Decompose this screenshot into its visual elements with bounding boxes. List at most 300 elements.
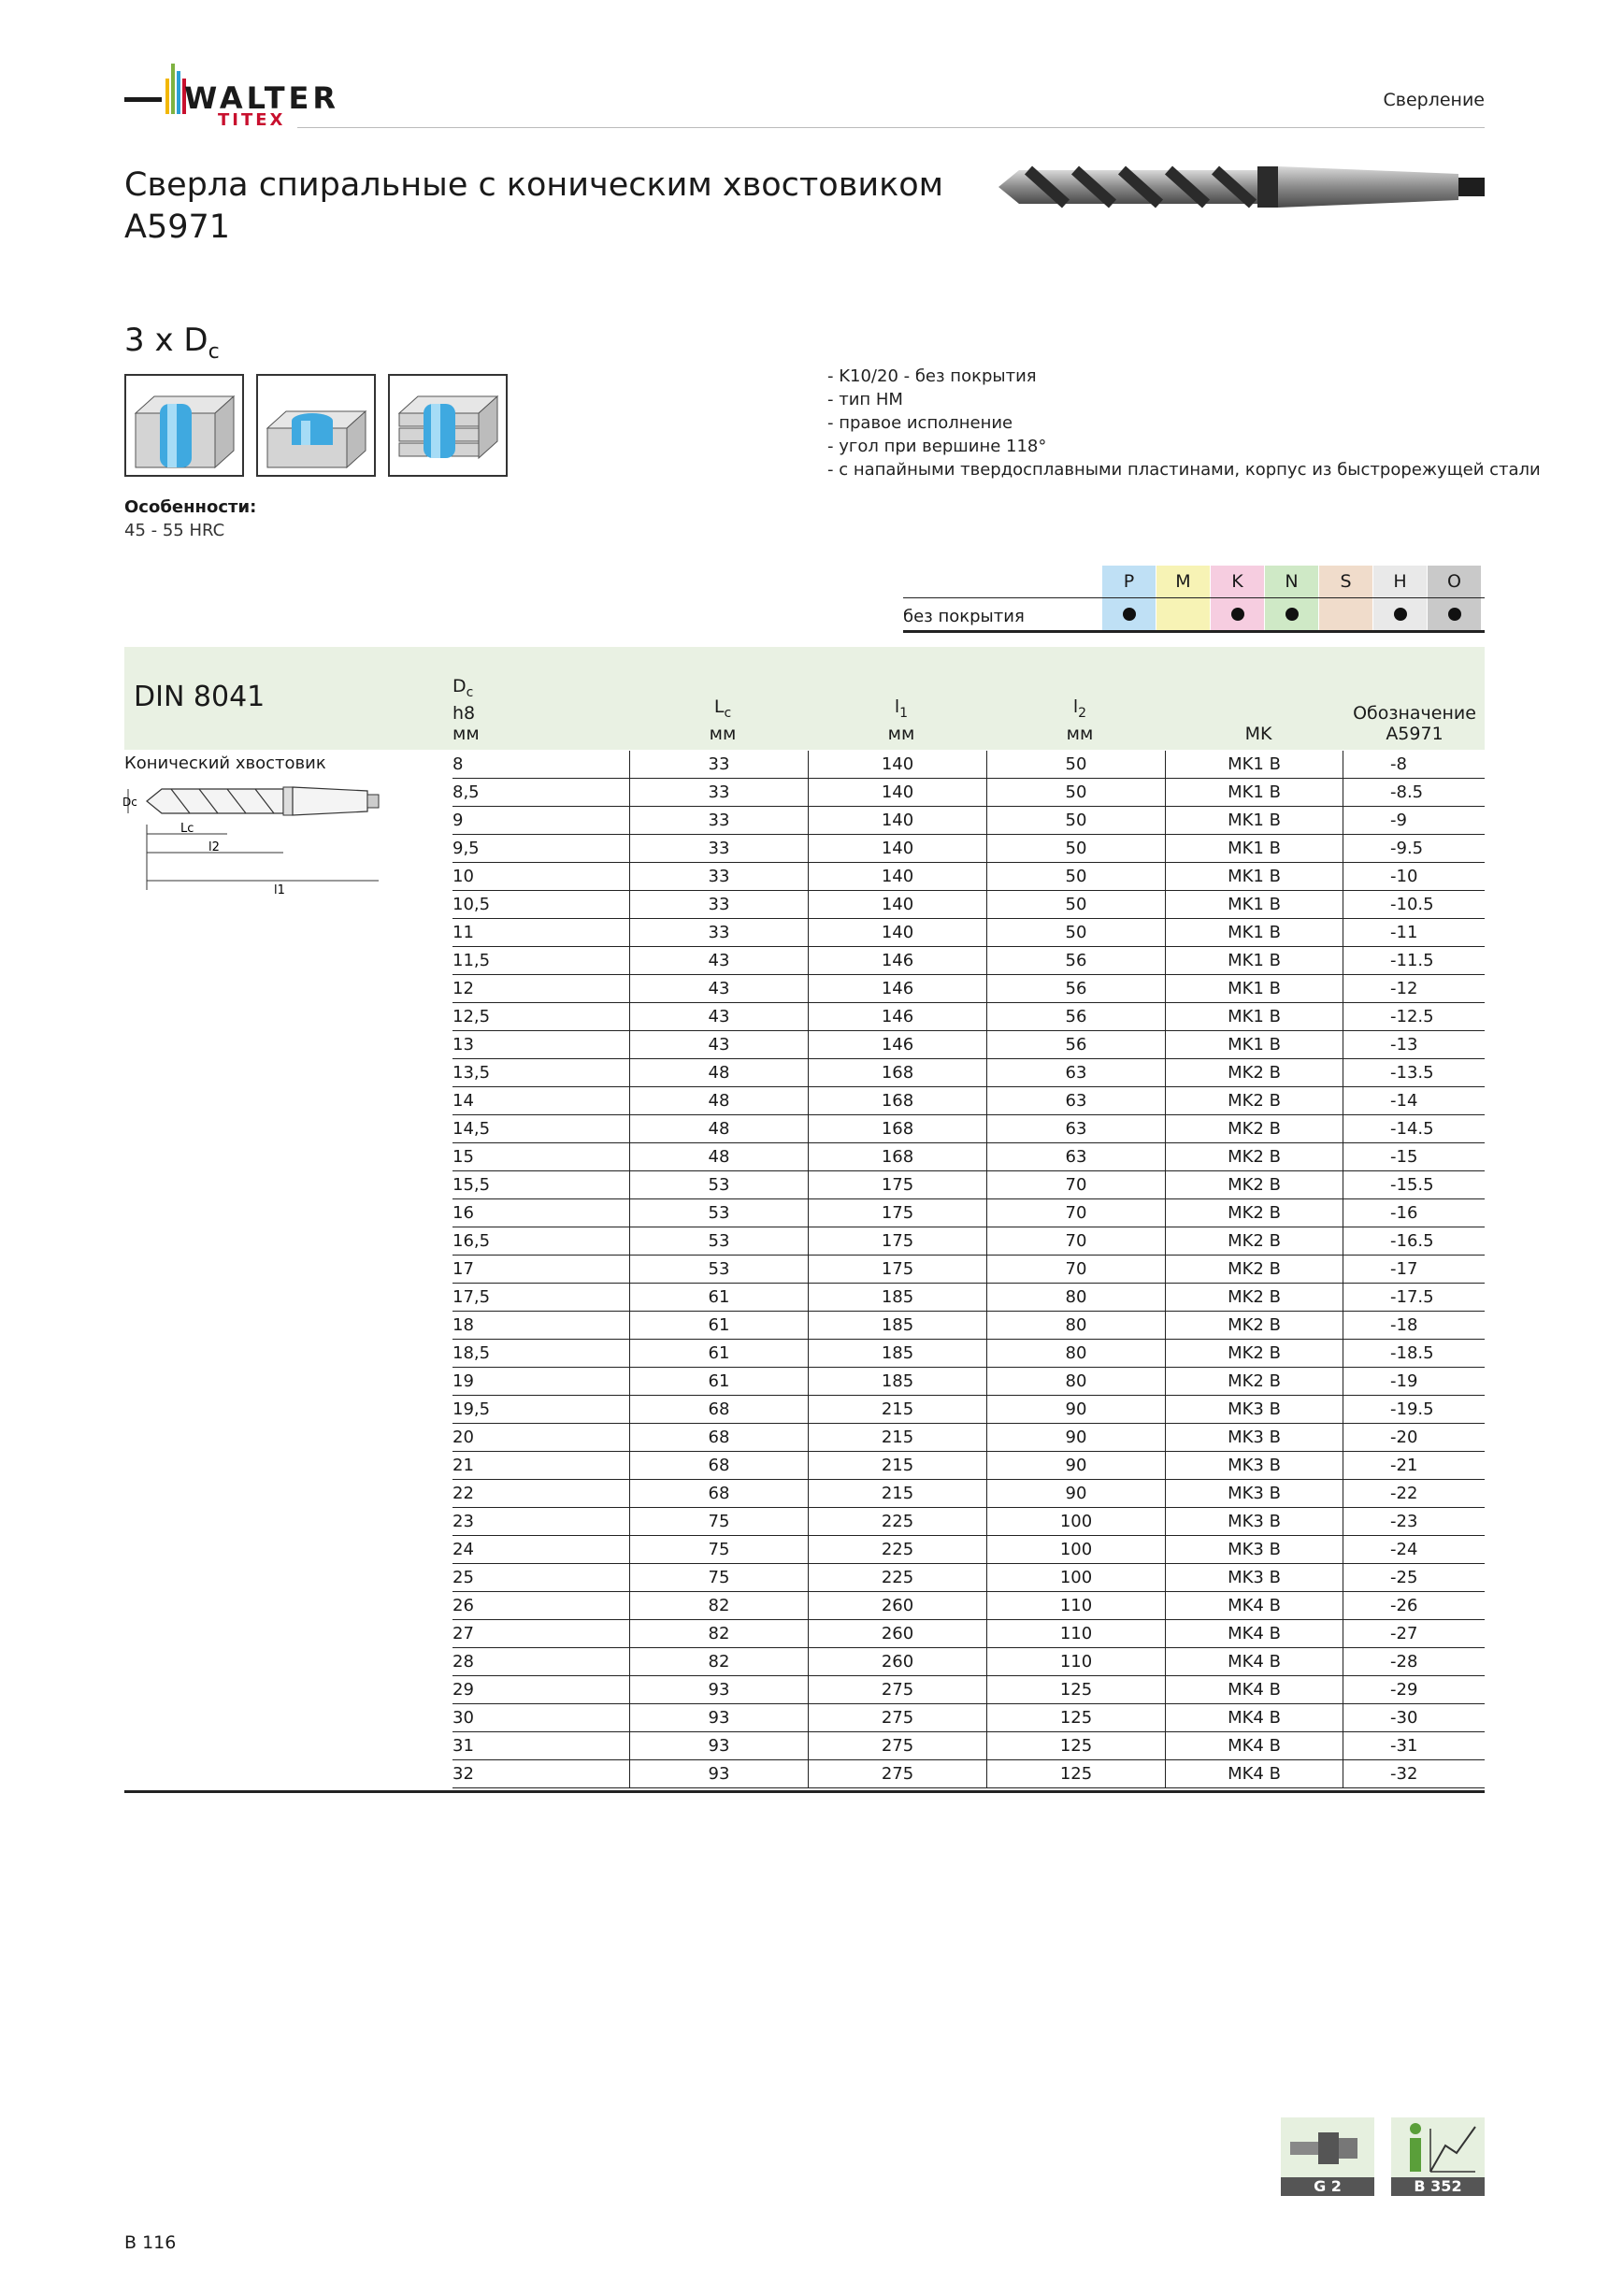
- cell-mk: MK2 B: [1166, 1368, 1343, 1395]
- cell-designation: -32: [1390, 1764, 1418, 1784]
- cell-l1: 215: [809, 1396, 987, 1423]
- cell-lc: 53: [630, 1227, 809, 1255]
- cell-mk: MK1 B: [1166, 863, 1343, 890]
- cell-dc: 14,5: [452, 1115, 630, 1142]
- cell-l2: 63: [987, 1059, 1166, 1086]
- suitability-dot-icon: [1123, 608, 1136, 621]
- cell-designation: -8: [1390, 754, 1407, 774]
- table-row: [452, 1480, 1485, 1508]
- drill-dimension-sketch-icon: [124, 778, 405, 899]
- cell-l1: 185: [809, 1340, 987, 1367]
- cell-mk: MK3 B: [1166, 1452, 1343, 1479]
- cell-mk: MK4 B: [1166, 1732, 1343, 1759]
- cell-dc: 18,5: [452, 1340, 630, 1367]
- cell-mk: MK2 B: [1166, 1284, 1343, 1311]
- cell-lc: 93: [630, 1732, 809, 1759]
- table-row: [452, 1760, 1485, 1788]
- cell-l2: 50: [987, 807, 1166, 834]
- cell-mk: MK1 B: [1166, 891, 1343, 918]
- table-row: [452, 1340, 1485, 1368]
- cell-designation: -13.5: [1390, 1063, 1434, 1083]
- material-suitability-h: [1372, 598, 1427, 630]
- cell-l2: 63: [987, 1143, 1166, 1170]
- cell-designation: -28: [1390, 1652, 1418, 1672]
- cell-l1: 175: [809, 1171, 987, 1198]
- cell-l2: 100: [987, 1564, 1166, 1591]
- cell-l2: 125: [987, 1760, 1166, 1787]
- feature-item: - угол при вершине 118°: [827, 437, 1047, 456]
- cell-l2: 70: [987, 1256, 1166, 1283]
- material-suitability-s: [1318, 598, 1372, 630]
- cell-l2: 50: [987, 779, 1166, 806]
- cell-lc: 61: [630, 1284, 809, 1311]
- material-suitability-p: [1101, 598, 1156, 630]
- table-row: [452, 1227, 1485, 1256]
- cell-dc: 8: [452, 751, 630, 778]
- table-row: [452, 1003, 1485, 1031]
- cell-dc: 21: [452, 1452, 630, 1479]
- cell-l2: 80: [987, 1312, 1166, 1339]
- cell-mk: MK1 B: [1166, 751, 1343, 778]
- properties-label: Особенности:: [124, 497, 257, 517]
- cell-lc: 53: [630, 1256, 809, 1283]
- table-row: [452, 1564, 1485, 1592]
- cell-lc: 43: [630, 947, 809, 974]
- shank-label: Конический хвостовик: [124, 753, 326, 773]
- drill-photo-icon: [991, 150, 1487, 224]
- cell-lc: 61: [630, 1340, 809, 1367]
- cell-designation: -18.5: [1390, 1343, 1434, 1363]
- cell-mk: MK2 B: [1166, 1171, 1343, 1198]
- cell-l1: 185: [809, 1368, 987, 1395]
- cell-dc: 11,5: [452, 947, 630, 974]
- cell-l1: 215: [809, 1424, 987, 1451]
- cell-designation: -16.5: [1390, 1231, 1434, 1251]
- cell-designation: -27: [1390, 1624, 1418, 1643]
- material-coating-row: [903, 597, 1485, 633]
- cell-l1: 168: [809, 1115, 987, 1142]
- cell-l2: 56: [987, 1003, 1166, 1030]
- material-group-o: O: [1427, 566, 1481, 597]
- cell-mk: MK4 B: [1166, 1648, 1343, 1675]
- cell-dc: 9: [452, 807, 630, 834]
- cell-mk: MK2 B: [1166, 1340, 1343, 1367]
- cell-l2: 110: [987, 1592, 1166, 1619]
- cell-lc: 33: [630, 751, 809, 778]
- suitability-dot-icon: [1231, 608, 1244, 621]
- feature-item: - правое исполнение: [827, 413, 1013, 433]
- cell-dc: 15,5: [452, 1171, 630, 1198]
- cell-l2: 90: [987, 1396, 1166, 1423]
- cell-designation: -23: [1390, 1512, 1418, 1531]
- cell-lc: 75: [630, 1536, 809, 1563]
- cell-designation: -24: [1390, 1540, 1418, 1559]
- cell-designation: -29: [1390, 1680, 1418, 1700]
- table-row: [452, 1648, 1485, 1676]
- badge-b352[interactable]: B 352: [1391, 2117, 1485, 2196]
- cell-lc: 61: [630, 1312, 809, 1339]
- cell-dc: 27: [452, 1620, 630, 1647]
- cell-l2: 100: [987, 1508, 1166, 1535]
- cell-dc: 14: [452, 1087, 630, 1114]
- cell-lc: 43: [630, 1031, 809, 1058]
- table-row: [452, 1592, 1485, 1620]
- table-row: [452, 779, 1485, 807]
- cell-lc: 33: [630, 779, 809, 806]
- cell-lc: 48: [630, 1087, 809, 1114]
- table-row: [452, 835, 1485, 863]
- badge-g2[interactable]: G 2: [1281, 2117, 1374, 2196]
- cell-mk: MK2 B: [1166, 1115, 1343, 1142]
- cell-l1: 146: [809, 1031, 987, 1058]
- cell-l2: 125: [987, 1676, 1166, 1703]
- material-suitability-m: [1156, 598, 1210, 630]
- cell-mk: MK4 B: [1166, 1592, 1343, 1619]
- cell-dc: 18: [452, 1312, 630, 1339]
- cell-lc: 33: [630, 863, 809, 890]
- cell-mk: MK2 B: [1166, 1199, 1343, 1227]
- properties-value: 45 - 55 HRC: [124, 521, 225, 540]
- cell-mk: MK2 B: [1166, 1143, 1343, 1170]
- cell-dc: 29: [452, 1676, 630, 1703]
- title-line-1: Сверла спиральные с коническим хвостовиком: [124, 166, 944, 204]
- cell-designation: -15.5: [1390, 1175, 1434, 1195]
- cell-mk: MK2 B: [1166, 1227, 1343, 1255]
- cell-l2: 100: [987, 1536, 1166, 1563]
- cell-designation: -16: [1390, 1203, 1418, 1223]
- cell-l2: 80: [987, 1340, 1166, 1367]
- table-row: [452, 1312, 1485, 1340]
- material-suitability-n: [1264, 598, 1318, 630]
- diameter-ratio-heading: 3 x $D_c$: [124, 322, 220, 364]
- cell-lc: 82: [630, 1592, 809, 1619]
- cell-lc: 48: [630, 1115, 809, 1142]
- cell-l2: 63: [987, 1115, 1166, 1142]
- svg-text:l2: l2: [208, 840, 220, 854]
- coating-label: без покрытия: [903, 607, 1025, 626]
- header-l2: $l_2$ мм: [1066, 696, 1094, 744]
- cell-lc: 43: [630, 975, 809, 1002]
- cell-dc: 11: [452, 919, 630, 946]
- cell-l1: 140: [809, 779, 987, 806]
- cell-lc: 68: [630, 1424, 809, 1451]
- cell-dc: 19,5: [452, 1396, 630, 1423]
- cell-designation: -12.5: [1390, 1007, 1434, 1026]
- cell-designation: -11: [1390, 923, 1418, 942]
- table-row: [452, 807, 1485, 835]
- cell-designation: -26: [1390, 1596, 1418, 1615]
- table-row: [452, 1676, 1485, 1704]
- cell-mk: MK3 B: [1166, 1564, 1343, 1591]
- svg-text:l1: l1: [274, 883, 285, 897]
- cell-lc: 82: [630, 1648, 809, 1675]
- cell-dc: 24: [452, 1536, 630, 1563]
- page-title: [124, 165, 966, 249]
- cell-mk: MK3 B: [1166, 1396, 1343, 1423]
- logo-mark-icon: [124, 58, 190, 123]
- cell-dc: 9,5: [452, 835, 630, 862]
- cell-designation: -20: [1390, 1428, 1418, 1447]
- suitability-dot-icon: [1448, 608, 1461, 621]
- cell-l2: 110: [987, 1648, 1166, 1675]
- cell-l1: 140: [809, 807, 987, 834]
- table-row: [452, 1115, 1485, 1143]
- cell-mk: MK1 B: [1166, 1031, 1343, 1058]
- cell-l1: 175: [809, 1227, 987, 1255]
- cell-designation: -19: [1390, 1371, 1418, 1391]
- info-chart-icon: [1391, 2117, 1485, 2177]
- cell-mk: MK2 B: [1166, 1256, 1343, 1283]
- suitability-dot-icon: [1394, 608, 1407, 621]
- cell-l1: 275: [809, 1732, 987, 1759]
- cell-l1: 140: [809, 919, 987, 946]
- header-dc: $D_c$ h8 мм: [452, 676, 480, 744]
- cell-dc: 31: [452, 1732, 630, 1759]
- cell-dc: 10,5: [452, 891, 630, 918]
- cell-l2: 125: [987, 1704, 1166, 1731]
- drill-table: [452, 751, 1485, 1788]
- cell-designation: -18: [1390, 1315, 1418, 1335]
- cell-dc: 30: [452, 1704, 630, 1731]
- cell-l2: 90: [987, 1452, 1166, 1479]
- cell-l1: 140: [809, 863, 987, 890]
- cell-l1: 225: [809, 1508, 987, 1535]
- table-row: [452, 1059, 1485, 1087]
- application-through-hole-icon: [124, 374, 244, 477]
- application-blind-hole-icon: [256, 374, 376, 477]
- cell-designation: -25: [1390, 1568, 1418, 1587]
- material-suitability-o: [1427, 598, 1481, 630]
- cell-designation: -10: [1390, 867, 1418, 886]
- cell-mk: MK3 B: [1166, 1424, 1343, 1451]
- cell-lc: 68: [630, 1396, 809, 1423]
- cell-l1: 225: [809, 1536, 987, 1563]
- cell-dc: 25: [452, 1564, 630, 1591]
- cell-dc: 16,5: [452, 1227, 630, 1255]
- cell-l2: 50: [987, 919, 1166, 946]
- cell-l2: 56: [987, 947, 1166, 974]
- cell-dc: 17: [452, 1256, 630, 1283]
- cell-dc: 16: [452, 1199, 630, 1227]
- cell-mk: MK3 B: [1166, 1536, 1343, 1563]
- cell-l1: 175: [809, 1256, 987, 1283]
- cell-designation: -22: [1390, 1484, 1418, 1503]
- cell-dc: 10: [452, 863, 630, 890]
- cell-lc: 93: [630, 1704, 809, 1731]
- cell-l2: 70: [987, 1227, 1166, 1255]
- cell-mk: MK2 B: [1166, 1059, 1343, 1086]
- brand-name: WALTER: [184, 80, 340, 116]
- cell-mk: MK1 B: [1166, 807, 1343, 834]
- table-row: [452, 1284, 1485, 1312]
- cell-dc: 12: [452, 975, 630, 1002]
- material-group-p: P: [1101, 566, 1156, 597]
- cell-mk: MK3 B: [1166, 1480, 1343, 1507]
- material-suitability-k: [1210, 598, 1264, 630]
- cell-mk: MK1 B: [1166, 947, 1343, 974]
- cell-mk: MK4 B: [1166, 1620, 1343, 1647]
- cell-dc: 19: [452, 1368, 630, 1395]
- cell-lc: 93: [630, 1760, 809, 1787]
- title-line-2: A5971: [124, 208, 231, 246]
- cell-dc: 26: [452, 1592, 630, 1619]
- brand-sub: TITEX: [218, 110, 286, 130]
- table-row: [452, 863, 1485, 891]
- header-rule: [297, 127, 1485, 128]
- cell-l1: 275: [809, 1760, 987, 1787]
- cell-designation: -30: [1390, 1708, 1418, 1728]
- cell-l1: 140: [809, 835, 987, 862]
- material-group-n: N: [1264, 566, 1318, 597]
- cell-mk: MK4 B: [1166, 1760, 1343, 1787]
- cell-l1: 260: [809, 1620, 987, 1647]
- cell-designation: -19.5: [1390, 1399, 1434, 1419]
- cell-l1: 146: [809, 1003, 987, 1030]
- cell-l1: 260: [809, 1648, 987, 1675]
- application-stacked-plates-icon: [388, 374, 508, 477]
- cell-l2: 70: [987, 1171, 1166, 1198]
- feature-item: - с напайными твердосплавными пластинами, корпус из быстрорежущей стали: [827, 460, 1541, 480]
- material-group-s: S: [1318, 566, 1372, 597]
- feature-item: - K10/20 - без покрытия: [827, 366, 1037, 386]
- cell-designation: -11.5: [1390, 951, 1434, 970]
- svg-text:Lc: Lc: [180, 822, 194, 836]
- cell-l1: 168: [809, 1143, 987, 1170]
- cell-dc: 12,5: [452, 1003, 630, 1030]
- cell-l2: 110: [987, 1620, 1166, 1647]
- cell-l1: 275: [809, 1676, 987, 1703]
- header-mk: MK: [1244, 724, 1272, 744]
- cell-dc: 8,5: [452, 779, 630, 806]
- cell-lc: 48: [630, 1059, 809, 1086]
- cell-designation: -9: [1390, 811, 1407, 830]
- table-row: [452, 891, 1485, 919]
- cell-l1: 146: [809, 975, 987, 1002]
- cell-dc: 13: [452, 1031, 630, 1058]
- cell-lc: 68: [630, 1452, 809, 1479]
- cell-l1: 168: [809, 1087, 987, 1114]
- cell-designation: -13: [1390, 1035, 1418, 1055]
- cell-l2: 56: [987, 975, 1166, 1002]
- table-header: [124, 647, 1485, 750]
- cell-l1: 185: [809, 1312, 987, 1339]
- material-group-h: H: [1372, 566, 1427, 597]
- cell-dc: 23: [452, 1508, 630, 1535]
- cell-mk: MK1 B: [1166, 835, 1343, 862]
- table-bottom-rule: [124, 1790, 1485, 1793]
- cell-dc: 20: [452, 1424, 630, 1451]
- page-number: B 116: [124, 2232, 177, 2253]
- table-row: [452, 1452, 1485, 1480]
- cell-l1: 215: [809, 1480, 987, 1507]
- feature-list: [827, 365, 1541, 481]
- cell-l2: 63: [987, 1087, 1166, 1114]
- material-group-k: K: [1210, 566, 1264, 597]
- tool-holder-icon: [1281, 2117, 1374, 2177]
- table-row: [452, 1143, 1485, 1171]
- cell-l1: 215: [809, 1452, 987, 1479]
- table-row: [452, 1424, 1485, 1452]
- table-row: [452, 751, 1485, 779]
- header-l1: $l_1$ мм: [887, 696, 915, 744]
- table-row: [452, 1704, 1485, 1732]
- cell-l2: 50: [987, 751, 1166, 778]
- table-row: [452, 1368, 1485, 1396]
- table-row: [452, 947, 1485, 975]
- cell-mk: MK2 B: [1166, 1312, 1343, 1339]
- cell-lc: 68: [630, 1480, 809, 1507]
- cell-lc: 61: [630, 1368, 809, 1395]
- table-row: [452, 1508, 1485, 1536]
- cell-lc: 43: [630, 1003, 809, 1030]
- cell-designation: -17.5: [1390, 1287, 1434, 1307]
- cell-l1: 140: [809, 891, 987, 918]
- table-row: [452, 1199, 1485, 1227]
- cell-lc: 75: [630, 1564, 809, 1591]
- table-row: [452, 1256, 1485, 1284]
- cell-l2: 90: [987, 1480, 1166, 1507]
- cell-lc: 75: [630, 1508, 809, 1535]
- cell-l2: 50: [987, 835, 1166, 862]
- cell-lc: 33: [630, 807, 809, 834]
- cell-lc: 53: [630, 1171, 809, 1198]
- cell-mk: MK1 B: [1166, 975, 1343, 1002]
- walter-titex-logo: [124, 58, 405, 133]
- cell-l1: 168: [809, 1059, 987, 1086]
- material-header-row: [903, 566, 1485, 597]
- cell-lc: 48: [630, 1143, 809, 1170]
- cell-l2: 80: [987, 1368, 1166, 1395]
- cell-l1: 140: [809, 751, 987, 778]
- table-row: [452, 1031, 1485, 1059]
- cell-mk: MK2 B: [1166, 1087, 1343, 1114]
- cell-designation: -8.5: [1390, 782, 1424, 802]
- feature-item: - тип HM: [827, 390, 903, 409]
- cell-designation: -15: [1390, 1147, 1418, 1167]
- cell-dc: 13,5: [452, 1059, 630, 1086]
- cell-l2: 125: [987, 1732, 1166, 1759]
- table-row: [452, 975, 1485, 1003]
- cell-l1: 275: [809, 1704, 987, 1731]
- material-group-m: M: [1156, 566, 1210, 597]
- cell-dc: 32: [452, 1760, 630, 1787]
- cell-mk: MK1 B: [1166, 1003, 1343, 1030]
- header-lc: $L_c$ мм: [709, 696, 737, 744]
- cell-lc: 33: [630, 919, 809, 946]
- cell-l2: 80: [987, 1284, 1166, 1311]
- table-row: [452, 1536, 1485, 1564]
- cell-l2: 90: [987, 1424, 1166, 1451]
- cell-l2: 56: [987, 1031, 1166, 1058]
- cell-dc: 17,5: [452, 1284, 630, 1311]
- table-row: [452, 1171, 1485, 1199]
- cell-lc: 33: [630, 835, 809, 862]
- cell-l1: 260: [809, 1592, 987, 1619]
- suitability-dot-icon: [1285, 608, 1299, 621]
- table-row: [452, 1087, 1485, 1115]
- section-title: Сверление: [1383, 90, 1485, 110]
- cell-mk: MK4 B: [1166, 1676, 1343, 1703]
- cell-designation: -14: [1390, 1091, 1418, 1111]
- cell-dc: 15: [452, 1143, 630, 1170]
- table-row: [452, 1620, 1485, 1648]
- material-groups-table: [903, 566, 1485, 633]
- svg-text:Dc: Dc: [122, 796, 137, 809]
- cell-dc: 28: [452, 1648, 630, 1675]
- cell-mk: MK1 B: [1166, 779, 1343, 806]
- cell-mk: MK1 B: [1166, 919, 1343, 946]
- cell-l1: 175: [809, 1199, 987, 1227]
